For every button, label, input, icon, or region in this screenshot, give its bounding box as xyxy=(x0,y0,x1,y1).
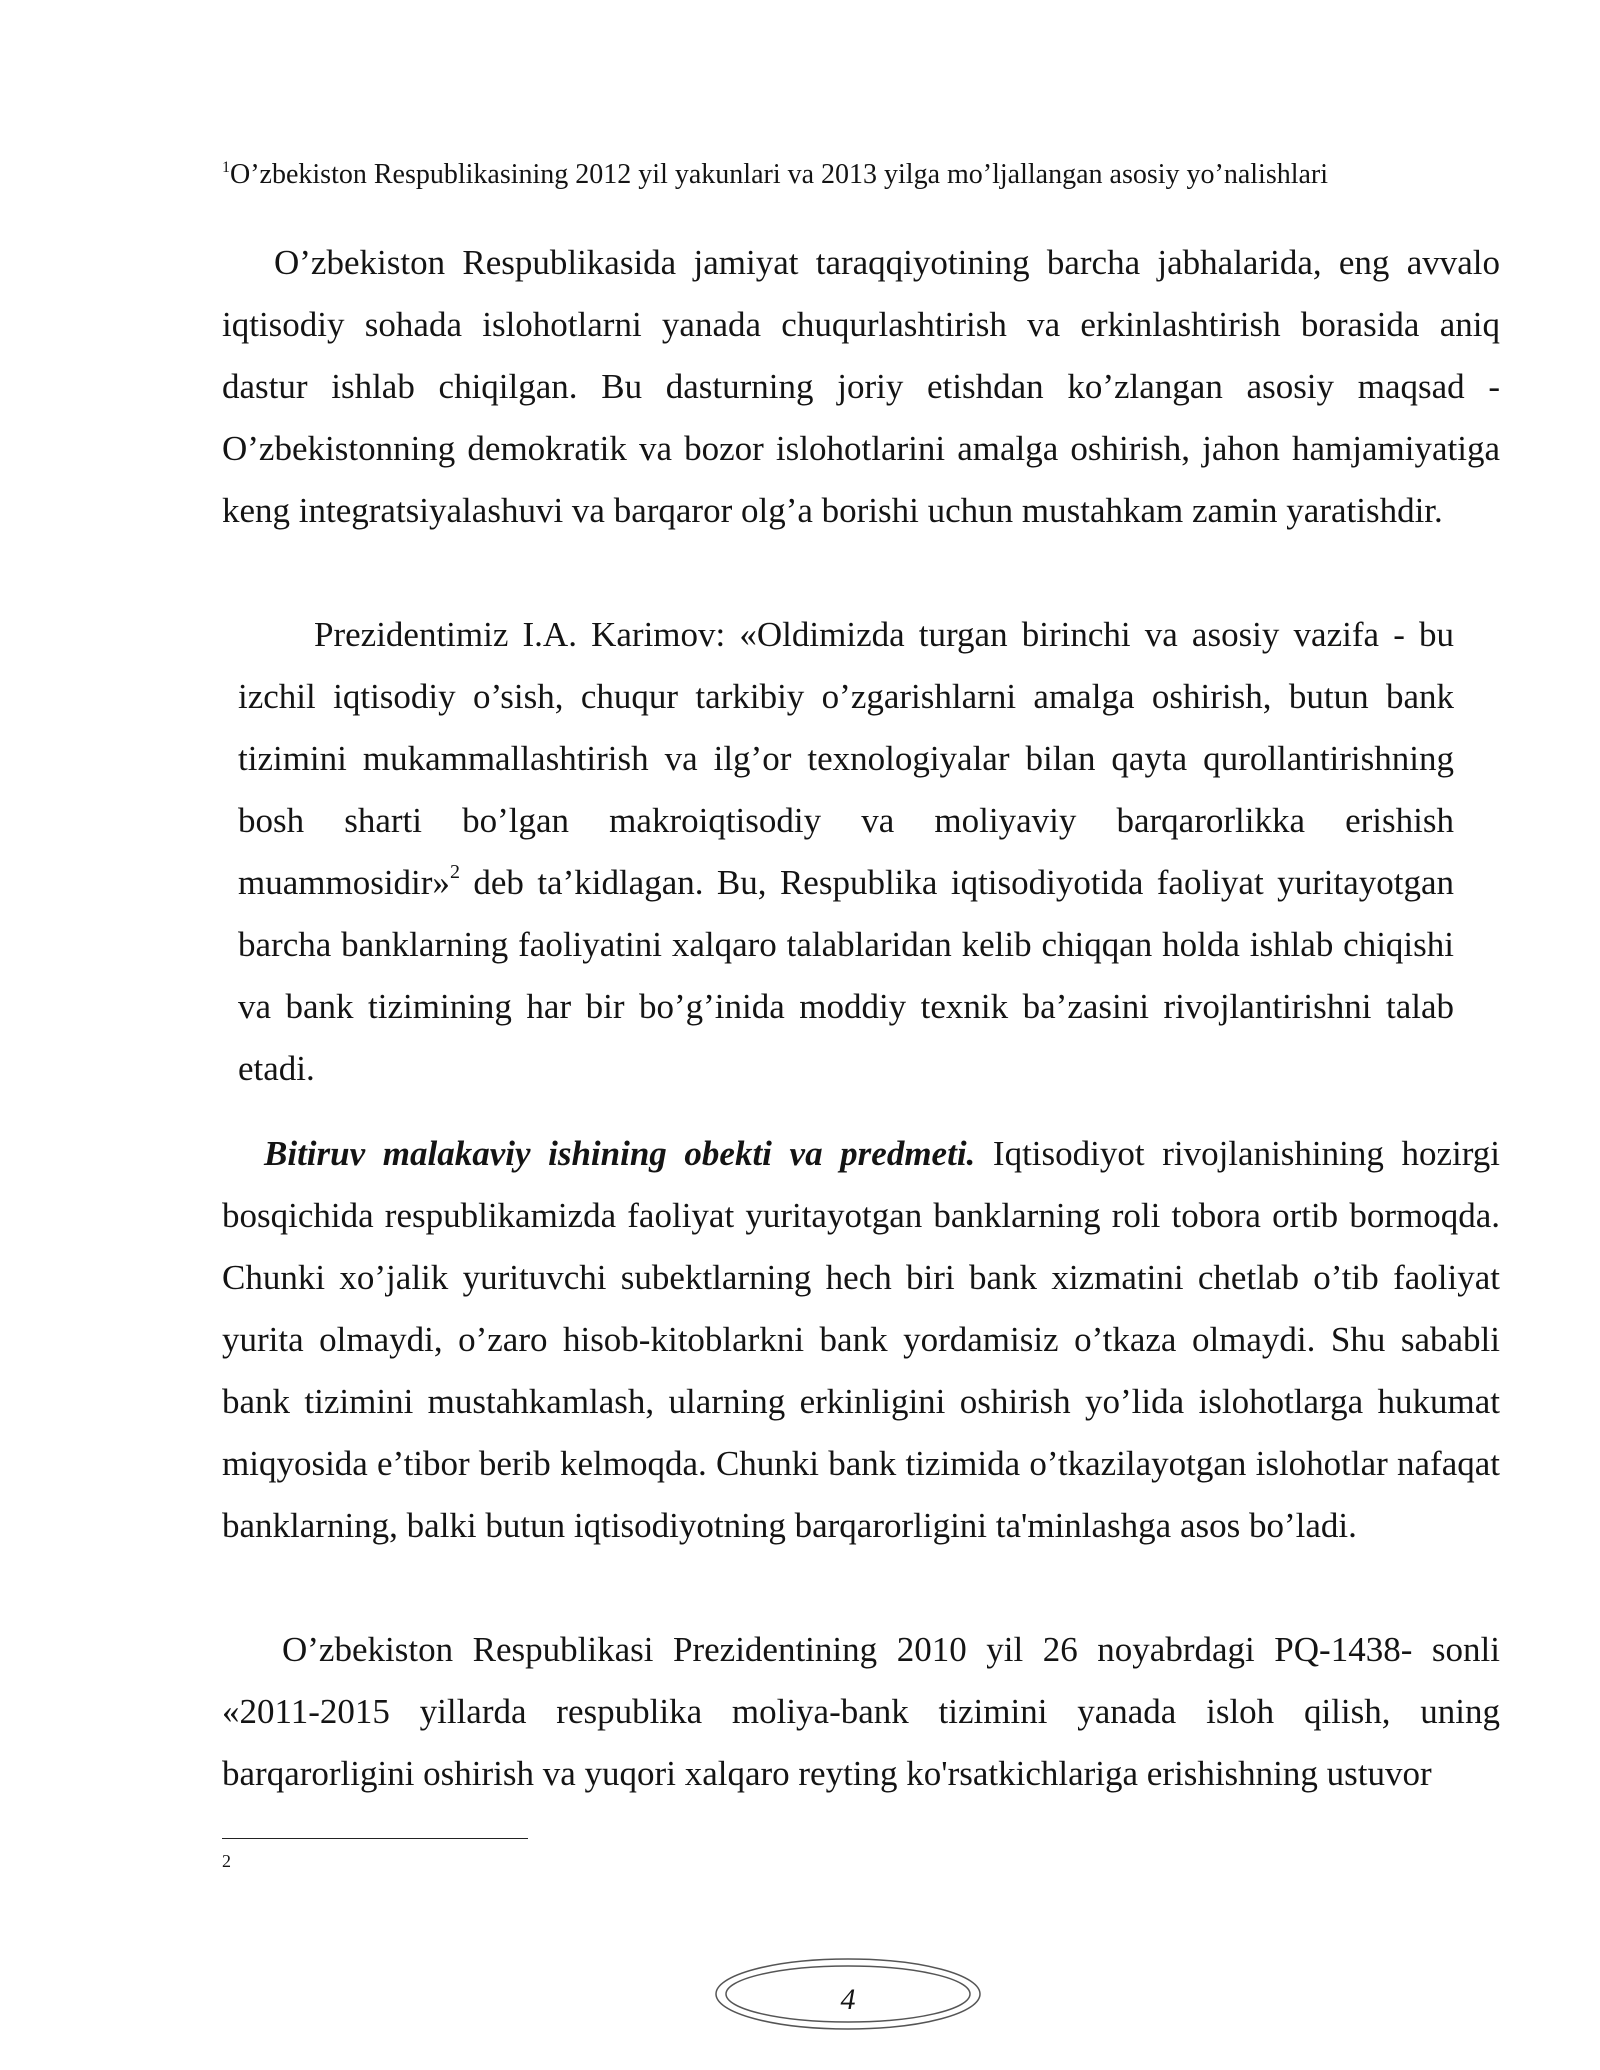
footnote-separator xyxy=(222,1838,528,1839)
quote-continuation: deb ta’kidlagan. Bu, Respublika iqtisodiyotida faoliyat yuritayotgan barcha banklarning faoliyatini xalqaro talablaridan kelib chiqqan holda ishlab chiqishi va bank tizimining har bir bo’g’inida moddiy texnik ba’zasini rivojlantirishni talab etadi. xyxy=(238,863,1454,1088)
footnote-marker-2: 2 xyxy=(449,861,460,883)
intro-paragraph: O’zbekiston Respublikasida jamiyat taraqqiyotining barcha jabhalarida, eng avvalo iqtisodiy sohada islohotlarni yanada chuqurlashtirish va erkinlashtirish borasida aniq dastur ishlab chiqilgan. Bu dasturning joriy etishdan ko’zlangan asosiy maqsad - O’zbekistonning demokratik va bozor islohotlarini amalga oshirish, jahon hamjamiyatiga keng integratsiyalashuvi va barqaror olg’a borishi uchun mustahkam zamin yaratishdir. xyxy=(222,243,1500,530)
page-number: 4 xyxy=(840,1983,856,2016)
footnote-marker-1: 1 xyxy=(222,159,230,176)
decree-paragraph: O’zbekiston Respublikasi Prezidentining 2010 yil 26 noyabrdagi PQ-1438- sonli «2011-2015 yillarda respublika moliya-bank tizimini yanada isloh qilish, uning barqarorligini oshirish va yuqori xalqaro reyting ko'rsatkichlariga erishishning ustuvor xyxy=(222,1630,1500,1793)
object-subject-paragraph xyxy=(222,1123,1500,1557)
section-text: Iqtisodiyot rivojlanishining hozirgi bosqichida respublikamizda faoliyat yuritayotgan banklarning roli tobora ortib bormoqda. Chunki xo’jalik yurituvchi subektlarning hech biri bank xizmatini chetlab o’tib faoliyat yurita olmaydi, o’zaro hisob-kitoblarkni bank yordamisiz o’tkaza olmaydi. Shu sababli bank tizimini mustahkamlash, ularning erkinligini oshirish yo’lida islohotlarga hukumat miqyosida e’tibor berib kelmoqda. Chunki bank tizimida o’tkazilayotgan islohotlar nafaqat banklarning, balki butun iqtisodiyotning barqarorligini ta'minlashga asos bo’ladi. xyxy=(222,1134,1500,1545)
section-heading: Bitiruv malakaviy ishining obekti va predmeti. xyxy=(264,1134,976,1173)
top-footnote-text: O’zbekiston Respublikasining 2012 yil yakunlari va 2013 yilga mo’ljallangan asosiy yo’nalishlari xyxy=(230,159,1329,190)
quote-text: Prezidentimiz I.A. Karimov: «Oldimizda turgan birinchi va asosiy vazifa - bu izchil iqtisodiy o’sish, chuqur tarkibiy o’zgarishlarni amalga oshirish, butun bank tizimini mukammallashtirish va ilg’or texnologiyalar bilan qayta qurollantirishning bosh sharti bo’lgan makroiqtisodiy va moliyaviy barqarorlikka erishish muammosidir» xyxy=(238,615,1454,902)
president-quote-paragraph xyxy=(238,604,1454,1100)
top-footnote xyxy=(222,150,1502,193)
bottom-footnote-number: 2 xyxy=(222,1851,231,1871)
